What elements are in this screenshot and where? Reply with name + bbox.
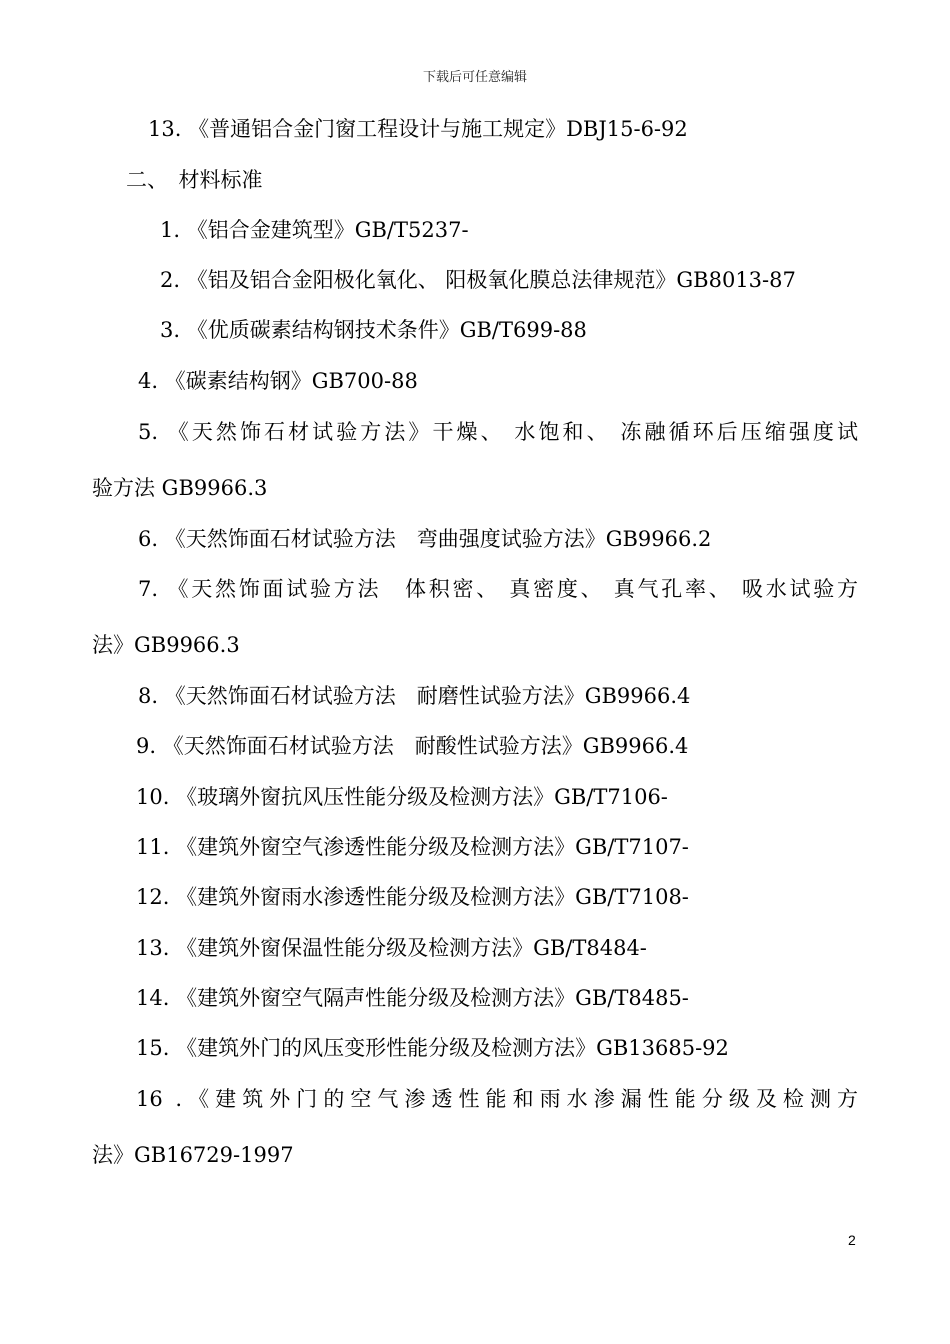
material-item-7-line-1: 7. 《天然饰面试验方法 体积密、 真密度、 真气孔率、 吸水试验方: [138, 577, 858, 601]
page-header: 下载后可任意编辑: [422, 70, 527, 85]
section-heading-material-standards: 二、 材料标准: [126, 168, 263, 192]
material-item-4: 4. 《碳素结构钢》GB700-88: [138, 369, 418, 393]
page-number: 2: [848, 1232, 856, 1248]
material-item-16-line-2: 法》GB16729-1997: [92, 1143, 294, 1167]
material-item-15: 15. 《建筑外门的风压变形性能分级及检测方法》GB13685-92: [136, 1036, 729, 1060]
material-item-10: 10. 《玻璃外窗抗风压性能分级及检测方法》GB/T7106-: [136, 785, 668, 809]
material-item-7-line-2: 法》GB9966.3: [92, 633, 240, 657]
material-item-8: 8. 《天然饰面石材试验方法 耐磨性试验方法》GB9966.4: [138, 684, 691, 708]
material-item-3: 3. 《优质碳素结构钢技术条件》GB/T699-88: [160, 318, 587, 342]
material-item-11: 11. 《建筑外窗空气渗透性能分级及检测方法》GB/T7107-: [136, 835, 689, 859]
material-item-16-line-1: 16 .《建筑外门的空气渗透性能和雨水渗漏性能分级及检测方: [136, 1087, 858, 1111]
material-item-2: 2. 《铝及铝合金阳极化氧化、 阳极氧化膜总法律规范》GB8013-87: [160, 268, 796, 292]
material-item-5-line-2: 验方法 GB9966.3: [92, 476, 268, 500]
material-item-9: 9. 《天然饰面石材试验方法 耐酸性试验方法》GB9966.4: [136, 734, 689, 758]
material-item-5-line-1: 5. 《天然饰石材试验方法》干燥、 水饱和、 冻融循环后压缩强度试: [138, 420, 858, 444]
material-item-14: 14. 《建筑外窗空气隔声性能分级及检测方法》GB/T8485-: [136, 986, 689, 1010]
material-item-13: 13. 《建筑外窗保温性能分级及检测方法》GB/T8484-: [136, 936, 647, 960]
standard-item-13-aluminum-doors: 13. 《普通铝合金门窗工程设计与施工规定》DBJ15-6-92: [148, 117, 688, 141]
material-item-1: 1. 《铝合金建筑型》GB/T5237-: [160, 218, 469, 242]
material-item-6: 6. 《天然饰面石材试验方法 弯曲强度试验方法》GB9966.2: [138, 527, 712, 551]
material-item-12: 12. 《建筑外窗雨水渗透性能分级及检测方法》GB/T7108-: [136, 885, 689, 909]
